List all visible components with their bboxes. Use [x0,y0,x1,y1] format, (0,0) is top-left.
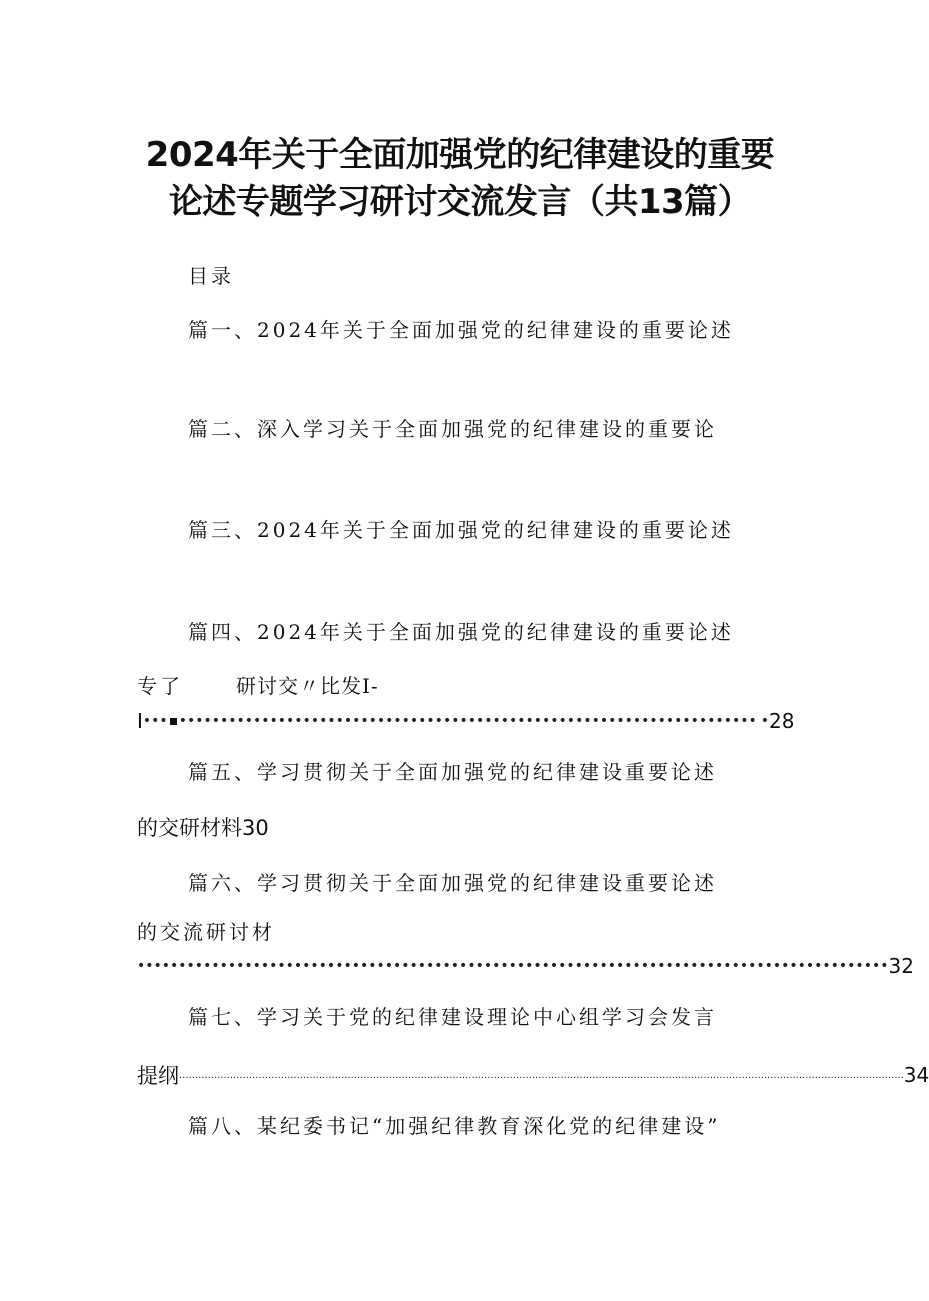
toc-item-7-page-number: 34 [903,1063,929,1087]
toc-item-7-continuation: 提纲 [137,1064,179,1088]
document-title-line-2: 论述专题学习研讨交流发言（共13篇） [168,182,752,222]
toc-item-6-leader-row[interactable] [137,953,914,979]
toc-item-5[interactable]: 篇五、学习贯彻关于全面加强党的纪律建设重要论述 [188,760,717,784]
square-bullet-icon [170,718,177,725]
toc-item-2[interactable]: 篇二、深入学习关于全面加强党的纪律建设的重要论 [188,417,717,441]
dot-leader: ••••••••••••••••••••••••••••••••••••••••••••••••••••••••••••••••••••••••••••••••••••••••••• [137,958,889,974]
toc-item-6-page-number: 32 [888,954,914,978]
toc-item-8[interactable]: 篇八、某纪委书记“加强纪律教育深化党的纪律建设” [188,1114,721,1138]
toc-item-1[interactable]: 篇一、2024年关于全面加强党的纪律建设的重要论述 [188,318,734,342]
dot-leader: .................................................................................................................................................................................................................................... [179,1069,904,1081]
toc-item-4-page-number: 28 [769,709,795,733]
document-title-line-1: 2024年关于全面加强党的纪律建设的重要 [145,135,775,175]
toc-item-6[interactable]: 篇六、学习贯彻关于全面加强党的纪律建设重要论述 [188,871,717,895]
toc-heading: 目录 [188,264,234,288]
dot-leader: ••• •••••••••••••••••••••••••••••••••••••••••••••••••••••••••••••••••••••• [142,713,757,729]
toc-item-6-continuation: 的交流研讨材 [137,920,275,944]
dot-leader-end: • [760,713,769,729]
toc-item-4-continuation-b: 研讨交〃比发I- [236,674,379,698]
toc-item-7-leader-row[interactable] [137,1062,929,1088]
toc-item-5-continuation: 的交研材料30 [137,816,269,840]
toc-item-4-continuation-a: 专了 [137,674,183,698]
toc-item-4[interactable]: 篇四、2024年关于全面加强党的纪律建设的重要论述 [188,620,734,644]
toc-item-7[interactable]: 篇七、学习关于党的纪律建设理论中心组学习会发言 [188,1005,717,1029]
toc-item-4-prefix: I [137,709,143,733]
toc-item-3[interactable]: 篇三、2024年关于全面加强党的纪律建设的重要论述 [188,518,734,542]
toc-item-4-leader-row[interactable] [137,708,795,734]
